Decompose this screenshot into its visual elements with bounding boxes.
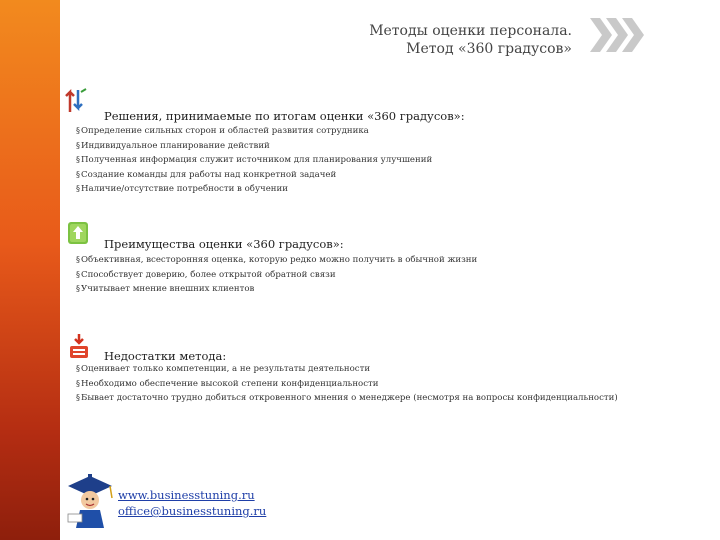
list-item: § Учитывает мнение внешних клиентов (76, 282, 477, 297)
section-heading-disadvantages: Недостатки метода: (104, 349, 227, 363)
advantages-list (76, 253, 477, 297)
list-item: § Создание команды для работы над конкретной задачей (76, 168, 432, 183)
list-item: § Полученная информация служит источником для планирования улучшений (76, 153, 432, 168)
decisions-list (76, 124, 432, 197)
section-heading-advantages: Преимущества оценки «360 градусов»: (104, 237, 344, 251)
left-accent-bar (0, 0, 60, 540)
title-line-1: Методы оценки персонала. (369, 23, 572, 39)
decision-arrows-icon (62, 86, 88, 114)
list-item: § Бывает достаточно трудно добиться откровенного мнения о менеджере (несмотря на вопросы конфиденциальности) (76, 391, 618, 406)
title-line-2: Метод «360 градусов» (406, 41, 572, 57)
green-up-arrow-icon (66, 220, 92, 248)
page-title (369, 22, 572, 58)
graduate-mascot-icon (62, 470, 122, 530)
list-item: § Необходимо обеспечение высокой степени конфиденциальности (76, 377, 618, 392)
email-link[interactable]: office@businesstuning.ru (118, 504, 267, 518)
list-item: § Оценивает только компетенции, а не результаты деятельности (76, 362, 618, 377)
red-down-arrow-icon (66, 332, 92, 360)
list-item: § Определение сильных сторон и областей развития сотрудника (76, 124, 432, 139)
website-link[interactable]: www.businesstuning.ru (118, 488, 255, 502)
list-item: § Наличие/отсутствие потребности в обучении (76, 182, 432, 197)
list-item: § Объективная, всесторонняя оценка, которую редко можно получить в обычной жизни (76, 253, 477, 268)
footer-contacts (118, 487, 266, 519)
list-item: § Индивидуальное планирование действий (76, 139, 432, 154)
disadvantages-list (76, 362, 618, 406)
section-heading-decisions: Решения, принимаемые по итогам оценки «360 градусов»: (104, 109, 465, 123)
chevron-right-icon (588, 10, 648, 60)
list-item: § Способствует доверию, более открытой обратной связи (76, 268, 477, 283)
